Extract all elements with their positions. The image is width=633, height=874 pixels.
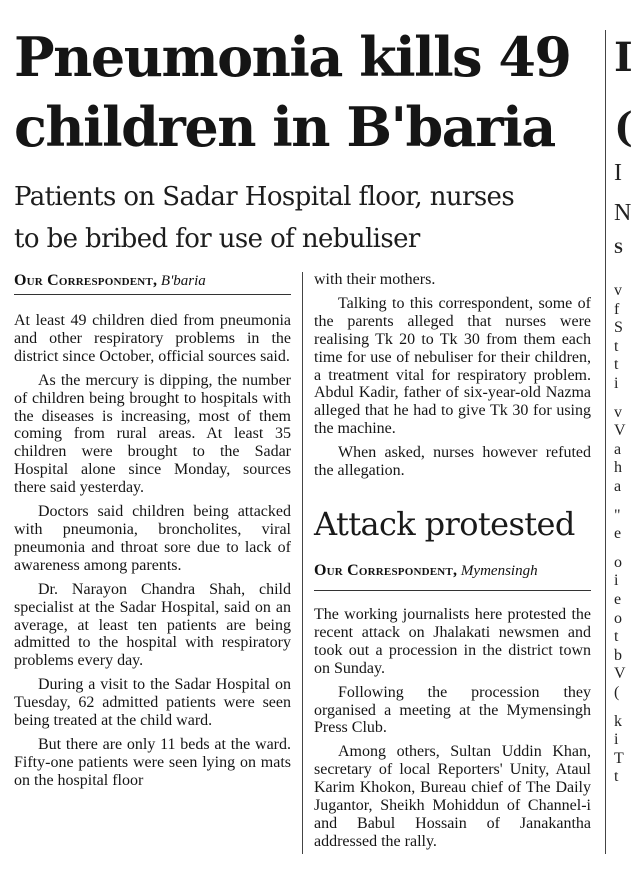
next-column-fragment: V xyxy=(614,665,626,683)
next-column-fragment: V xyxy=(614,422,626,440)
article-paragraph: At least 49 children died from pneumonia and other respiratory problems in the district since October, official sources said. xyxy=(14,312,291,365)
next-column-fragment: N xyxy=(614,200,632,226)
article-paragraph: When asked, nurses however refuted the allegation. xyxy=(314,444,591,480)
next-column-fragment: e xyxy=(614,525,622,543)
next-column-fragment: ( xyxy=(614,684,620,701)
next-column-fragment: t xyxy=(614,628,619,646)
byline-place: B'baria xyxy=(160,273,206,289)
article-paragraph: But there are only 11 beds at the ward. Fifty-one patients were seen lying on mats on the hospital floor xyxy=(14,735,291,789)
byline-name: Our Correspondent, xyxy=(14,272,158,289)
next-column-fragment: v xyxy=(614,282,622,299)
main-headline-line-2: children in B'baria xyxy=(14,95,555,159)
right-column-divider xyxy=(605,30,606,854)
next-column-fragment: a xyxy=(614,478,622,495)
main-byline xyxy=(14,272,206,290)
next-column-fragment: S xyxy=(614,240,623,257)
second-headline: Attack protested xyxy=(314,505,575,543)
next-column-fragment: v xyxy=(614,403,622,421)
article-paragraph: As the mercury is dipping, the number of children being brought to hospitals with the diseases is increasing, most of them coming from rural areas. At least 35 children were brought to the Sadar Hospital alone since Monday, sources there said yesterday. xyxy=(14,371,291,497)
next-column-fragment: b xyxy=(614,646,622,664)
article-paragraph: Doctors said children being attacked with pneumonia, broncholites, viral pneumonia and throat sore due to lack of awareness among parents. xyxy=(14,503,291,574)
second-byline xyxy=(314,562,538,580)
next-column-fragment: o xyxy=(614,553,622,571)
next-column-fragment: t xyxy=(614,768,619,786)
next-column-fragment: t xyxy=(614,356,619,374)
second-byline-rule xyxy=(314,590,591,591)
next-column-fragment: i xyxy=(614,731,619,749)
next-column-fragment: k xyxy=(614,712,622,730)
next-column-fragment: S xyxy=(614,319,623,337)
article-paragraph: with their mothers. xyxy=(314,271,436,288)
second-byline-name: Our Correspondent, xyxy=(314,562,458,579)
next-column-fragment: h xyxy=(614,459,622,477)
article-paragraph: Talking to this correspondent, some of the parents alleged that nurses were realising Tk 20 to Tk 30 from them each time for use of nebuliser for their children, a treatment vital for respiratory problem. Abdul Kadir, father of six-year-old Nazma alleged that he had to give Tk 30 for using the machine. xyxy=(314,294,591,438)
next-column-fragment: I xyxy=(614,34,633,81)
article-column-1 xyxy=(14,312,291,796)
main-headline xyxy=(14,22,599,162)
next-column-fragment: ( xyxy=(614,104,633,151)
next-column-fragment: e xyxy=(614,591,622,608)
next-column-fragment: o xyxy=(614,609,622,627)
next-column-fragment: a xyxy=(614,440,622,458)
article-paragraph: The working journalists here protested the recent attack on Jhalakati newsmen and took out a procession in the district town on Sunday. xyxy=(314,606,591,677)
byline-rule xyxy=(14,294,291,295)
article-paragraph: Following the procession they organised a meeting at the Mymensingh Press Club. xyxy=(314,683,591,737)
next-column-fragment: I xyxy=(614,160,622,186)
main-headline-line-1: Pneumonia kills 49 xyxy=(14,25,571,89)
subheadline-line-1: Patients on Sadar Hospital floor, nurses xyxy=(14,182,515,212)
next-column-fragment: i xyxy=(614,572,619,590)
article-paragraph: Among others, Sultan Uddin Khan, secretary of local Reporters' Unity, Ataul Karim Khokon, Bureau chief of The Daily Jugantor, Sheikh Mohiddun of Channel-i and Babul Hossain of Janakantha addressed the rally. xyxy=(314,743,591,850)
second-article-column xyxy=(314,606,591,857)
next-column-fragment: T xyxy=(614,749,624,767)
article-paragraph: Dr. Narayon Chandra Shah, child specialist at the Sadar Hospital, said on an average, at least ten patients are being admitted to the hospital with respiratory problems every day. xyxy=(14,580,291,670)
subheadline-line-2: to be bribed for use of nebuliser xyxy=(14,224,420,254)
second-byline-place: Mymensingh xyxy=(460,563,538,579)
next-column-fragment: f xyxy=(614,300,620,318)
column-divider xyxy=(302,272,303,854)
next-column-fragment: t xyxy=(614,337,619,355)
next-column-fragment: i xyxy=(614,375,619,392)
article-column-2 xyxy=(314,271,591,486)
article-paragraph: During a visit to the Sadar Hospital on Tuesday, 62 admitted patients were seen being treated at the child ward. xyxy=(14,676,291,730)
next-column-fragment: " xyxy=(614,506,621,524)
main-subheadline xyxy=(14,176,604,260)
